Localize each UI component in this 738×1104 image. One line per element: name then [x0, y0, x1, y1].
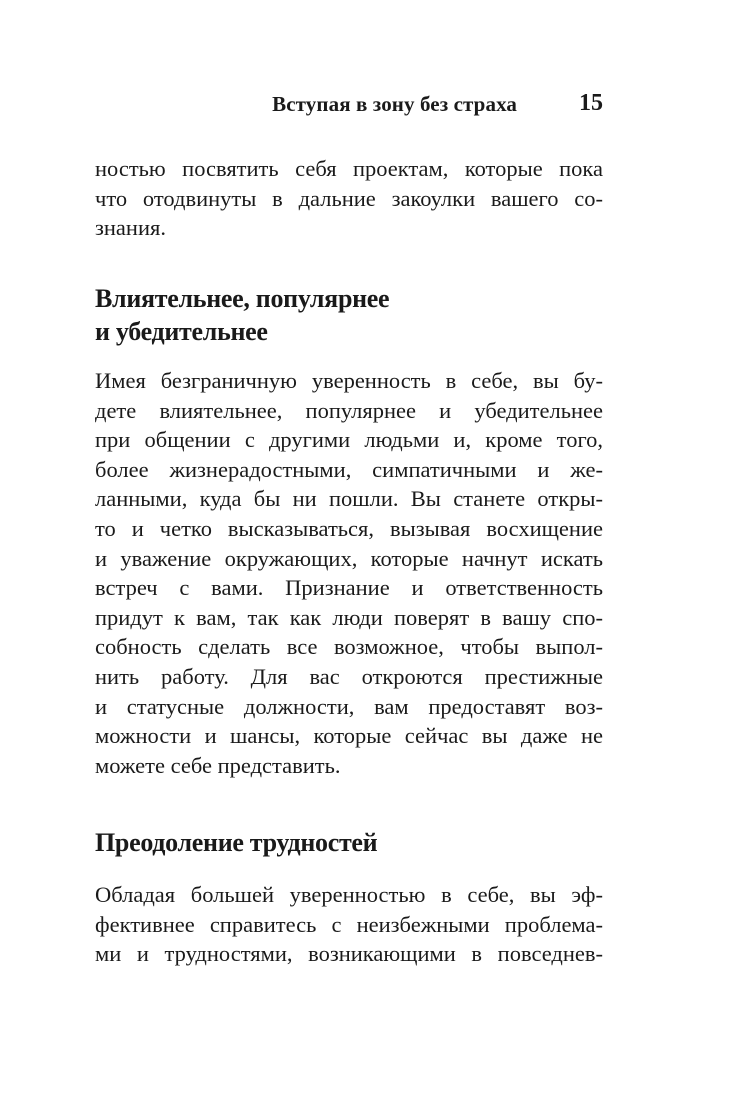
running-header — [95, 90, 603, 122]
intro-paragraph — [95, 154, 603, 243]
text-line: и статусные должности, вам предоставят воз- — [95, 693, 603, 719]
text-line: дете влиятельнее, популярнее и убедительнее — [95, 397, 603, 423]
text-line: более жизнерадостными, симпатичными и же- — [95, 456, 603, 482]
heading-line: Преодоление трудностей — [95, 828, 378, 857]
text-line: ностью посвятить себя проектам, которые пока — [95, 156, 603, 181]
text-line: ланными, куда бы ни пошли. Вы станете откры- — [95, 486, 603, 512]
text-line: знания. — [95, 215, 166, 241]
running-title: Вступая в зону без страха — [272, 92, 517, 116]
text-line: придут к вам, так как люди поверят в вашу спо- — [95, 604, 603, 630]
section-2-paragraph — [95, 880, 603, 969]
heading-line: Влиятельнее, популярнее — [95, 284, 390, 313]
text-line: то и четко высказываться, вызывая восхищение — [95, 515, 603, 541]
text-line: Имея безграничную уверенность в себе, вы бу- — [95, 368, 603, 393]
text-line: что отодвинуты в дальние закоулки вашего со- — [95, 185, 603, 211]
heading-line: и убедительнее — [95, 317, 268, 346]
text-line: Обладая большей уверенностью в себе, вы эф- — [95, 882, 603, 907]
text-line: ми и трудностями, возникающими в повседнев- — [95, 941, 603, 967]
section-1-paragraph — [95, 366, 603, 780]
section-heading-overcoming — [95, 826, 603, 859]
text-line: при общении с другими людьми и, кроме того, — [95, 427, 603, 453]
section-heading-influence — [95, 282, 603, 348]
text-line: и уважение окружающих, которые начнут искать — [95, 545, 603, 571]
text-line: можности и шансы, которые сейчас вы даже не — [95, 723, 603, 749]
text-line: встреч с вами. Признание и ответственность — [95, 575, 603, 601]
text-line: собность сделать все возможное, чтобы выпол- — [95, 634, 603, 660]
text-line: нить работу. Для вас откроются престижные — [95, 663, 603, 689]
text-line: фективнее справитесь с неизбежными проблема- — [95, 911, 603, 937]
text-line: можете себе представить. — [95, 752, 341, 778]
page-number: 15 — [579, 90, 603, 116]
